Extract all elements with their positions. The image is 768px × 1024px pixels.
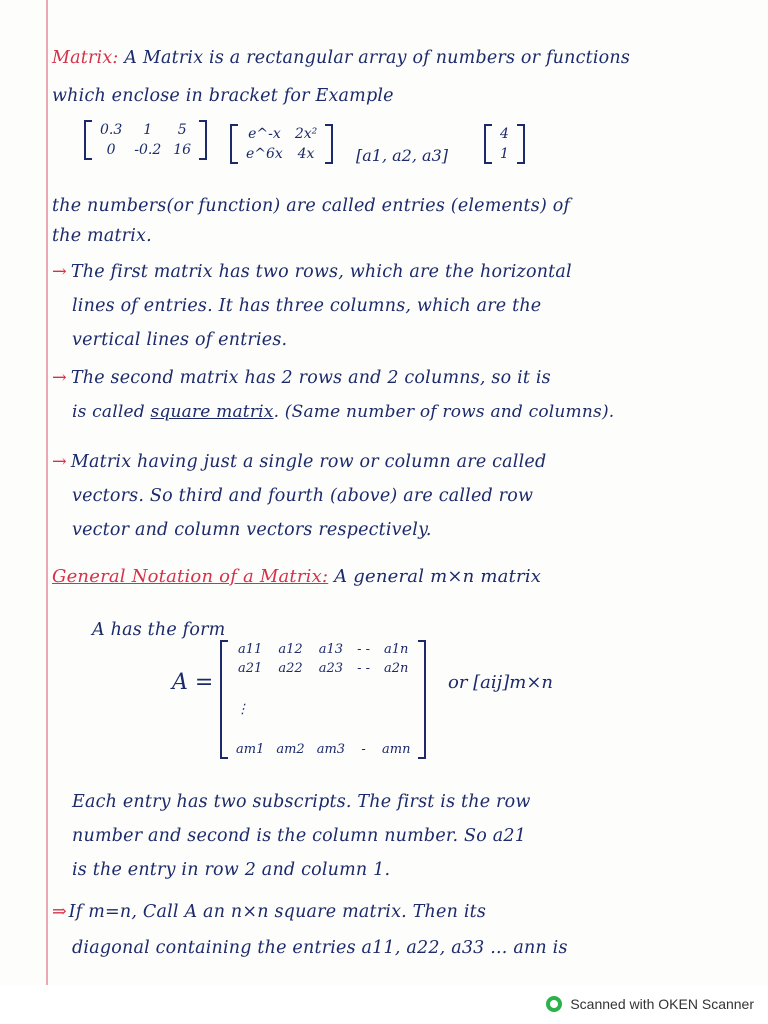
note-line: Each entry has two subscripts. The first is the row (72, 792, 531, 812)
arrow-icon: → (52, 262, 67, 282)
index-notation: or [aij]m×n (448, 672, 554, 693)
note-line: A has the form (92, 620, 226, 640)
term-square-matrix: square matrix (150, 402, 274, 422)
note-line: vector and column vectors respectively. (72, 520, 432, 540)
note-line: diagonal containing the entries a11, a22, a33 ... ann is (72, 938, 568, 958)
note-line: → Matrix having just a single row or column are called (52, 452, 547, 472)
arrow-icon: → (52, 452, 67, 472)
example-matrix-1: 0.3 1 5 0 -0.2 16 (84, 120, 207, 160)
note-line: the matrix. (52, 226, 152, 246)
scanner-watermark: Scanned with OKEN Scanner (546, 996, 754, 1012)
example-column-vector: 4 1 (484, 124, 525, 164)
matrix-label: A = (172, 670, 214, 695)
scanner-logo-icon (546, 996, 562, 1012)
arrow-icon: → (52, 368, 67, 388)
note-line: is called square matrix. (Same number of rows and columns). (72, 402, 615, 422)
note-line: lines of entries. It has three columns, which are the (72, 296, 542, 316)
note-line: Matrix: A Matrix is a rectangular array of numbers or functions (52, 48, 631, 68)
note-line: vectors. So third and fourth (above) are called row (72, 486, 534, 506)
margin-line (46, 0, 48, 985)
example-row-vector: [a1, a2, a3] (356, 146, 448, 165)
note-line: which enclose in bracket for Example (52, 86, 394, 106)
double-arrow-icon: ⇒ (52, 902, 65, 922)
section-heading-line: General Notation of a Matrix: A general m×n matrix (52, 566, 542, 587)
note-line: vertical lines of entries. (72, 330, 288, 350)
note-line: number and second is the column number. So a21 (72, 826, 527, 846)
note-line: the numbers(or function) are called entries (elements) of (52, 196, 571, 216)
note-line: → The first matrix has two rows, which are the horizontal (52, 262, 572, 282)
example-matrix-2: e^-x 2x² e^6x 4x (230, 124, 333, 164)
note-line: is the entry in row 2 and column 1. (72, 860, 391, 880)
section-heading: General Notation of a Matrix: (52, 566, 329, 587)
note-line: ⇒ If m=n, Call A an n×n square matrix. Then its (52, 902, 487, 922)
general-matrix: a11 a12 a13 - - a1n a21 a22 a23 - - a2n ⋮ am1 am2 am3 - amn (220, 640, 426, 759)
note-line: → The second matrix has 2 rows and 2 columns, so it is (52, 368, 551, 388)
